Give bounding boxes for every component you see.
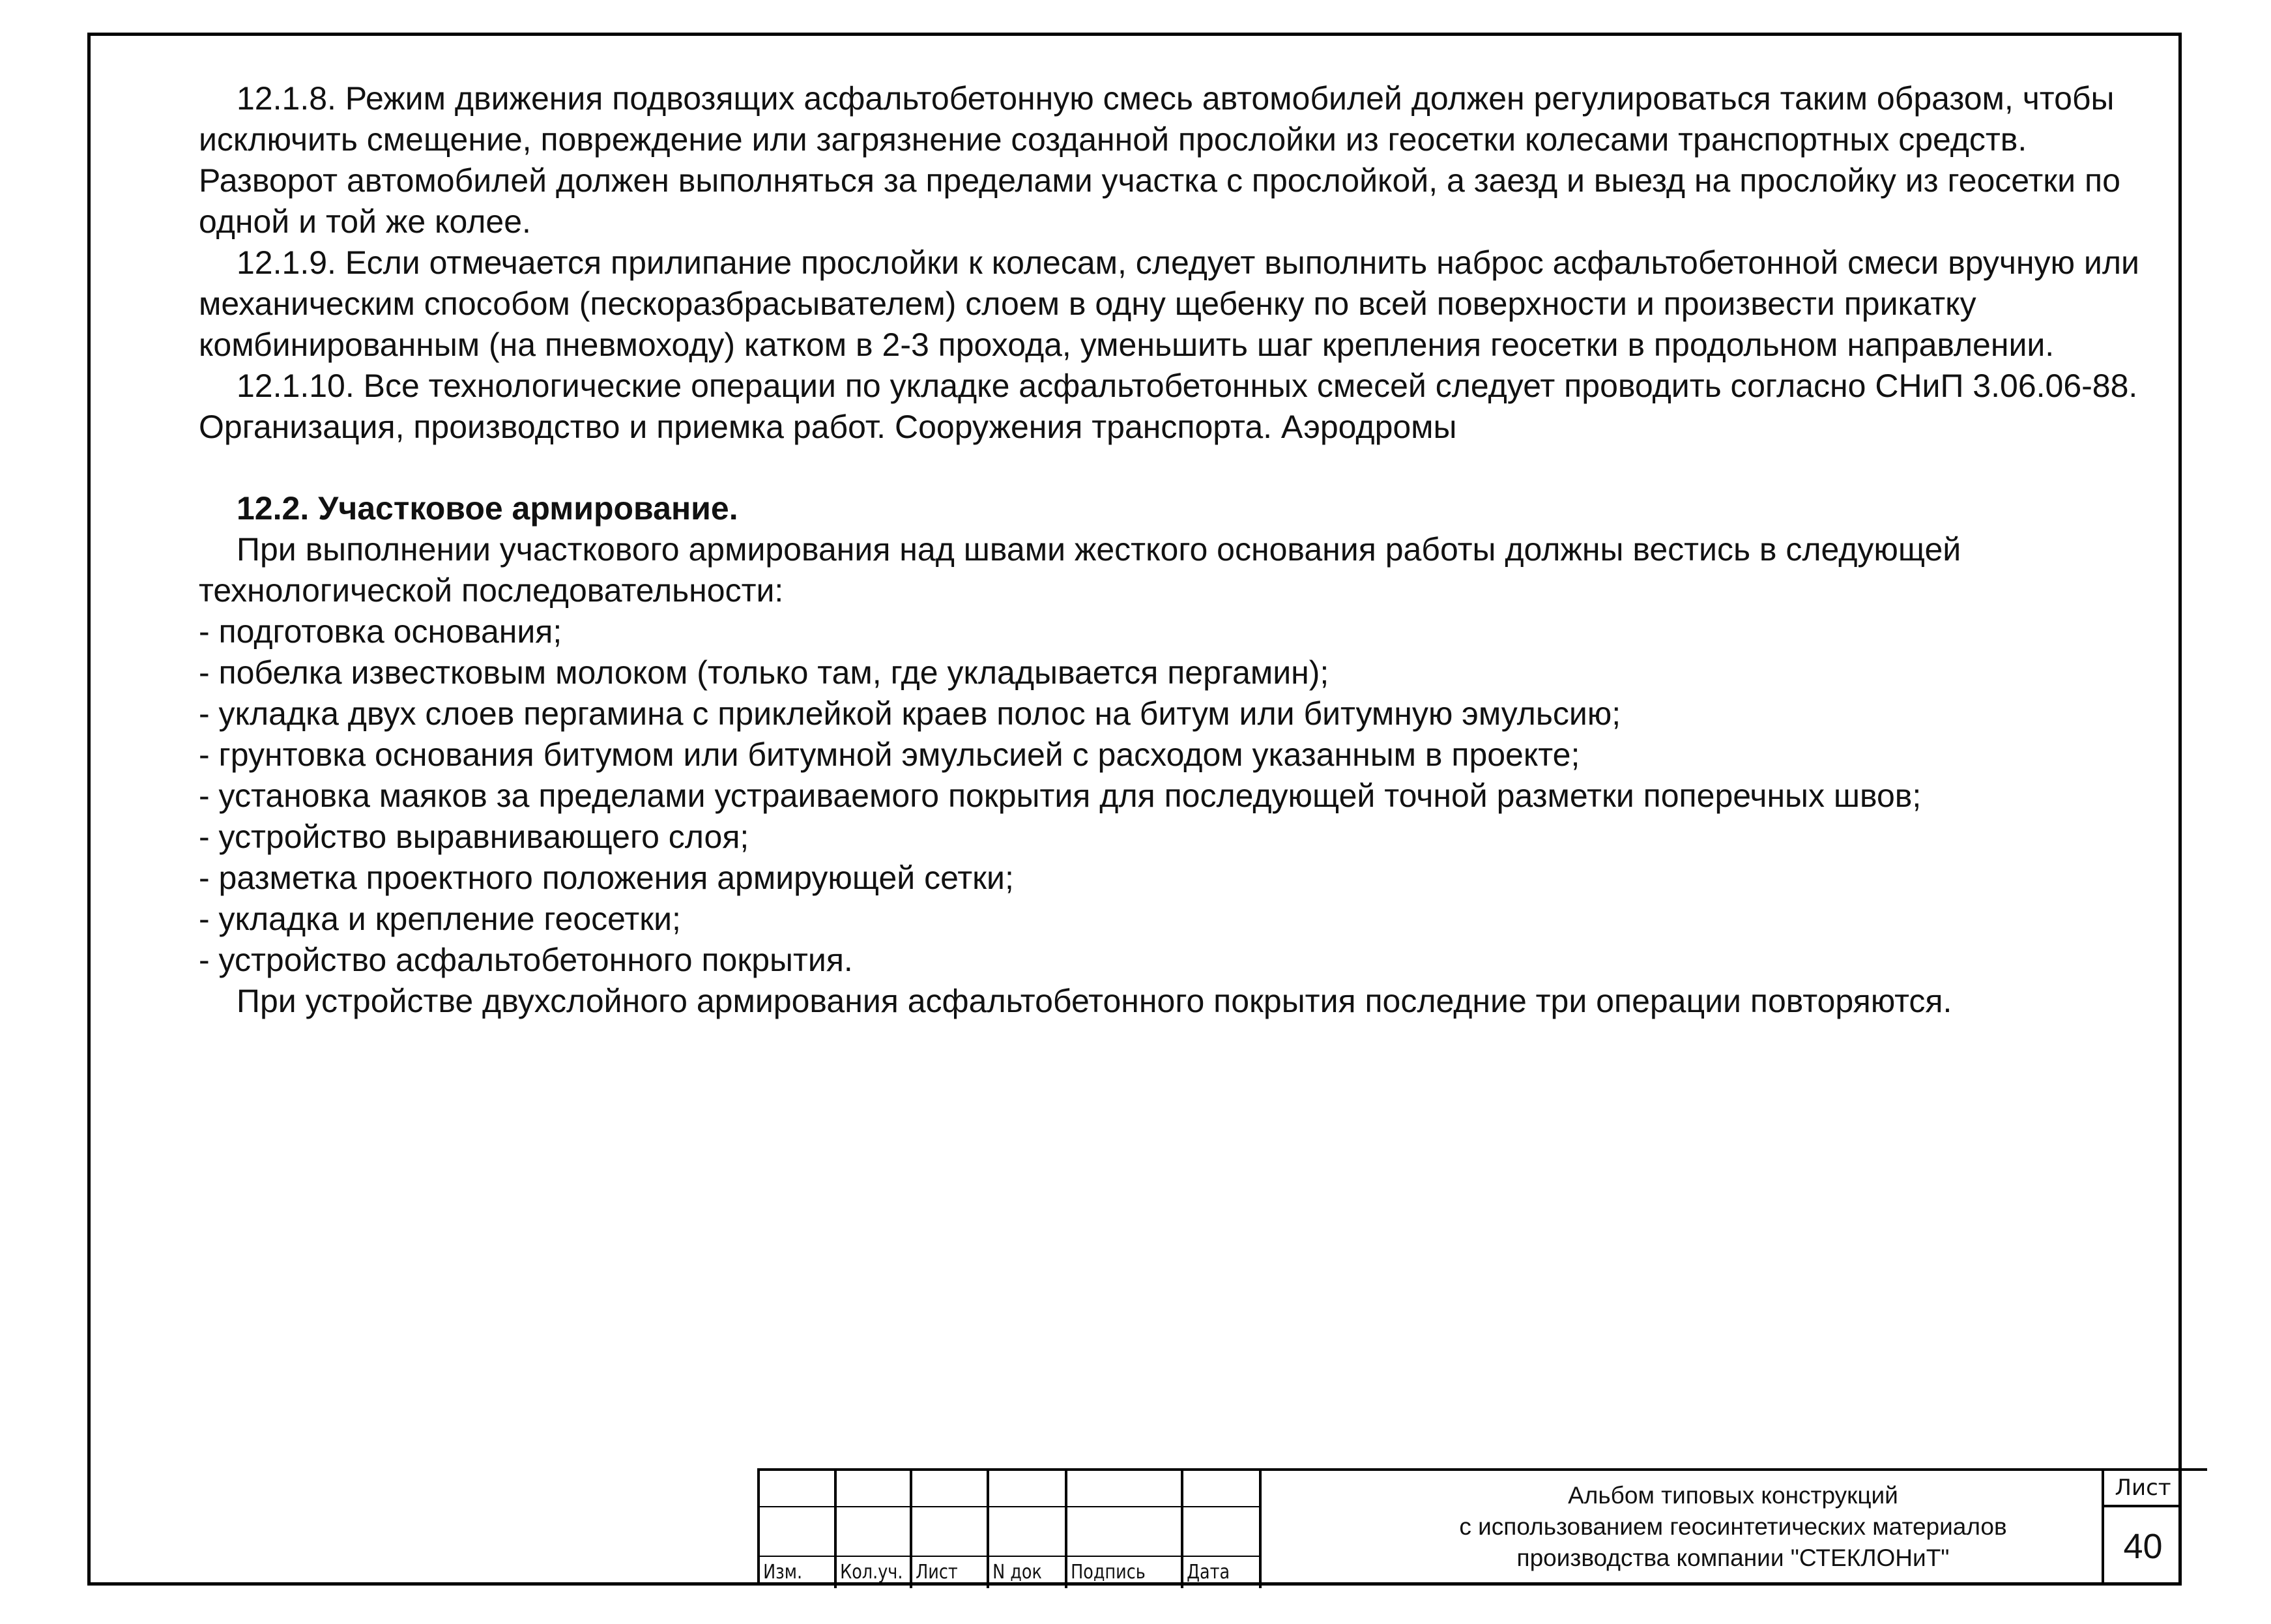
- steps-list: [199, 611, 2154, 981]
- list-item: - установка маяков за пределами устраиваемого покрытия для последующей точной разметки поперечных швов;: [199, 777, 1922, 814]
- list-item: - устройство выравнивающего слоя;: [199, 819, 749, 855]
- column-label-change: Изм.: [763, 1561, 803, 1584]
- list-item: - грунтовка основания битумом или битумной эмульсией с расходом указанным в проекте;: [199, 736, 1580, 773]
- column-label-doc-number: N док: [992, 1561, 1042, 1584]
- section-intro: При выполнении участкового армирования над швами жесткого основания работы должны вестись в следующей технологической последовательности:: [199, 531, 1961, 609]
- closing-paragraph: При устройстве двухслойного армирования асфальтобетонного покрытия последние три операции повторяются.: [237, 983, 1952, 1019]
- revision-table: [757, 1468, 1259, 1586]
- document-body: [199, 78, 2154, 1022]
- paragraph-12-1-9: 12.1.9. Если отмечается прилипание прослойки к колесам, следует выполнить наброс асфальтобетонной смеси вручную или механическим способом (пескоразбрасывателем) слоем в одну щебенку по всей поверхности и произвести прикатку комбинированным (на пневмоходу) катком в 2-3 прохода, уменьшить шаг крепления геосетки в продольном направлении.: [199, 244, 2139, 363]
- album-title-line: с использованием геосинтетических материалов: [1459, 1513, 2007, 1540]
- column-label-count: Кол.уч.: [840, 1561, 903, 1584]
- list-item: - укладка двух слоев пергамина с приклейкой краев полос на битум или битумную эмульсию;: [199, 695, 1621, 732]
- album-title-line: производства компании "СТЕКЛОНиТ": [1516, 1544, 1950, 1571]
- sheet-label: Лист: [2104, 1471, 2182, 1507]
- paragraph-12-1-10: 12.1.10. Все технологические операции по укладке асфальтобетонных смесей следует проводить согласно СНиП 3.06.06-88. Организация, производство и приемка работ. Сооружения транспорта. Аэродромы: [199, 368, 2138, 445]
- sheet-number: 40: [2123, 1527, 2163, 1566]
- list-item: - побелка известковым молоком (только там, где укладывается пергамин);: [199, 654, 1329, 691]
- title-block: [757, 1468, 2182, 1586]
- album-title-line: Альбом типовых конструкций: [1568, 1482, 1898, 1509]
- column-label-signature: Подпись: [1071, 1561, 1146, 1584]
- album-title: [1259, 1468, 2207, 1586]
- list-item: - разметка проектного положения армирующей сетки;: [199, 860, 1014, 896]
- sheet-number-box: [2102, 1468, 2182, 1586]
- section-heading: 12.2. Участковое армирование.: [237, 490, 738, 527]
- column-label-sheet: Лист: [916, 1561, 958, 1584]
- list-item: - укладка и крепление геосетки;: [199, 901, 681, 937]
- column-label-date: Дата: [1187, 1561, 1230, 1584]
- list-item: - устройство асфальтобетонного покрытия.: [199, 942, 853, 978]
- paragraph-12-1-8: 12.1.8. Режим движения подвозящих асфальтобетонную смесь автомобилей должен регулироваться таким образом, чтобы исключить смещение, повреждение или загрязнение созданной прослойки из геосетки колесами транспортных средств. Разворот автомобилей должен выполняться за пределами участка с прослойкой, а заезд и выезд на прослойку из геосетки по одной и той же колее.: [199, 80, 2120, 240]
- list-item: - подготовка основания;: [199, 613, 562, 650]
